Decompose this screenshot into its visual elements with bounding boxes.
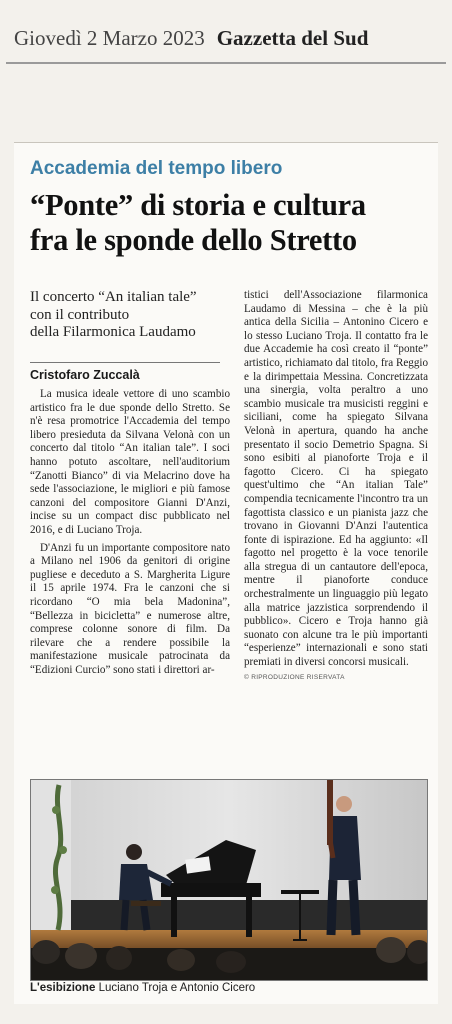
article-top-rule — [14, 142, 438, 143]
masthead — [14, 26, 438, 60]
article-byline: Cristofaro Zuccalà — [30, 362, 220, 382]
masthead-rule — [6, 62, 446, 64]
article-headline — [30, 188, 430, 258]
caption-text: Luciano Troja e Antonio Cicero — [98, 982, 256, 994]
subhead-line-3: della Filarmonica Laudamo — [30, 324, 196, 340]
concert-photo-image — [31, 780, 427, 980]
article-kicker: Accademia del tempo libero — [30, 158, 283, 179]
headline-line-2: fra le sponde dello Stretto — [30, 223, 357, 257]
article-body-left — [30, 388, 230, 681]
issue-date: Giovedì 2 Marzo 2023 — [14, 26, 205, 50]
newspaper-name: Gazzetta del Sud — [216, 26, 369, 50]
article — [14, 142, 438, 1004]
caption-label: L'esibizione — [30, 982, 96, 994]
body-paragraph: tistici dell'Associazione filarmonica Laudamo di Messina – che è la più antica della Sicilia – Antonino Cicero e lo stesso Luciano Troja. Il contatto fra le due Accademie ha così creato il “ponte” artistico, richiamato dal titolo, fra Reggio e la dirimpettaia Messina. Concretizzata una sinergia, volta peraltro a uno scambio musicale tra musicisti reggini e siciliani, come ha spiegato Silvana Velonà in apertura, quando ha anche presentato il socio Demetrio Spagna. Si sono esibiti al pianoforte Troja e il fagotto Cicero. Ci ha spiegato quest'ultimo che “An italian Tale” compendia tecnicamente l'incontro tra un fagottista classico e un pianista jazz che trovano in Giovanni D'Anzi l'autentica fonte di ispirazione. Ed ha aggiunto: «Il fagotto nel progetto è la voce tenorile alla stregua di un cantautore dell'epoca, mentre il pianoforte conduce orchestralmente un linguaggio più legato alla matrice jazzistica sorprendendo il pubblico». Cicero e Troja hanno già suonato con alcune tra le più importanti “esperienze” internazionali e sono stati premiati in diversi concorsi musicali. — [244, 289, 428, 669]
article-body-right — [244, 289, 428, 681]
subhead-line-1: Il concerto “An italian tale” — [30, 289, 197, 305]
headline-line-1: “Ponte” di storia e cultura — [30, 188, 366, 222]
copyright-notice: © RIPRODUZIONE RISERVATA — [244, 673, 345, 681]
article-subhead — [30, 289, 230, 342]
concert-photo — [30, 779, 428, 981]
body-paragraph: D'Anzi fu un importante compositore nato a Milano nel 1906 da genitori di origine pugliese e deceduto a S. Margherita Ligure il 15 aprile 1974. Fra le canzoni che si ricordano “O mia bela Madonina”, “Bellezza in bicicletta” e numerose altre, comprese colonne sonore di film. Da rilevare che a rendere possibile la manifestazione musicale patrocinata da “Edizioni Curcio” sono stati i direttori ar- — [30, 541, 230, 676]
body-paragraph: La musica ideale vettore di uno scambio artistico fra le due sponde dello Stretto. Se n'è resa promotrice l'Accademia del tempo libero presieduta da Silvana Velonà con un concerto dal titolo “An italian tale”. I soci hanno potuto ascoltare, nell'auditorium “Zanotti Bianco” di via Melacrino dove ha sede l'associazione, le migliori e più famose canzoni del compositore Gianni D'Anzi, incise su un compact disc pubblicato nel 2016, e di Luciano Troja. — [30, 388, 230, 536]
photo-caption — [30, 982, 430, 994]
subhead-line-2: con il contributo — [30, 306, 130, 323]
